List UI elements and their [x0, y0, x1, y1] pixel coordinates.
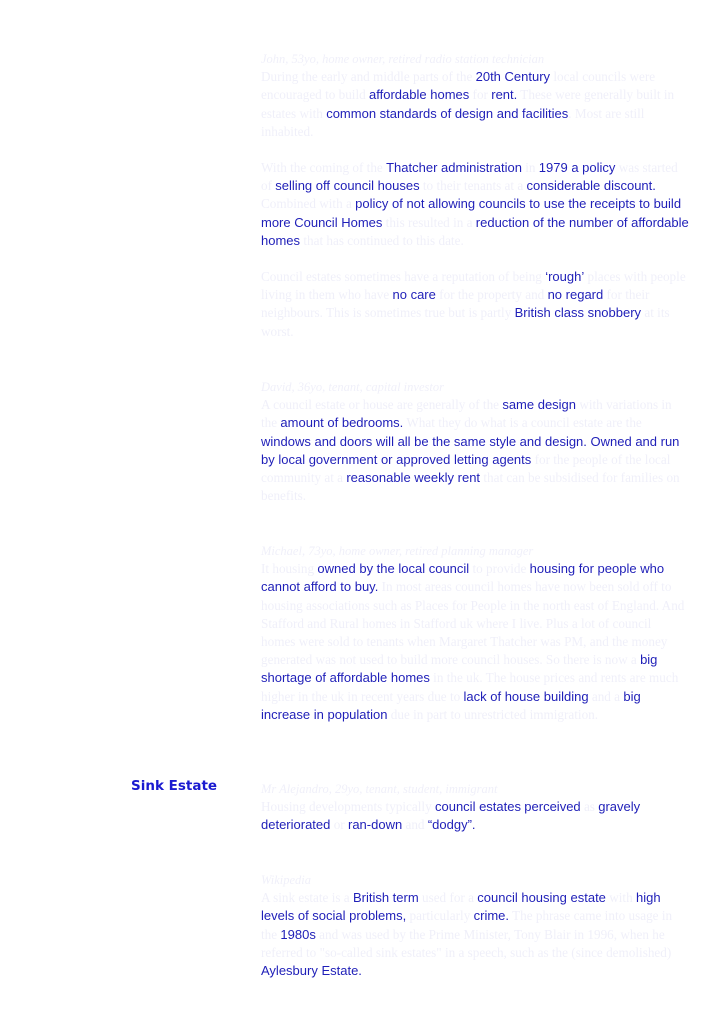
faded-text: During the early and middle parts of the	[261, 69, 476, 85]
faded-text: The phrase came into usage in the	[261, 908, 673, 942]
highlighted-phrase: perceived	[524, 799, 581, 815]
highlighted-phrase: no regard	[547, 287, 604, 303]
highlighted-phrase: same design	[502, 397, 577, 413]
faded-text: was started of	[261, 160, 678, 194]
faded-text: in	[521, 160, 539, 176]
faded-text: to provide	[469, 561, 530, 577]
quote-block	[261, 542, 689, 724]
highlighted-phrase: ‘rough’	[545, 269, 585, 285]
faded-text: . Most are still inhabited.	[261, 105, 645, 139]
faded-text: for	[469, 87, 492, 103]
highlighted-phrase: Aylesbury Estate.	[261, 963, 362, 979]
highlighted-phrase: amount of bedrooms.	[280, 415, 404, 431]
faded-text: What they do what is a council estate are the	[403, 415, 642, 431]
highlighted-phrase: considerable discount.	[526, 178, 656, 194]
faded-text: With the coming of the	[261, 160, 387, 176]
quote-paragraph	[261, 798, 689, 834]
faded-text: Housing developments typically	[261, 799, 435, 815]
faded-text: In most areas council homes have now been sold off to housing associations such as Places for People in the north east of England. And Stafford and Rural homes in Stafford uk where I live. Plus a lot of council homes were sold to tenants when Margaret Thatcher was PM, and the money generated was not used to build more council houses. So there is now a	[261, 579, 685, 668]
highlighted-phrase: ran-down	[347, 817, 403, 833]
faded-text: local councils were encouraged to build	[261, 69, 656, 103]
highlighted-phrase: big shortage of affordable homes	[261, 652, 658, 686]
faded-text: for their neighbours. This is sometimes true but is partly	[261, 287, 650, 321]
faded-text: this resulted in a	[382, 214, 476, 230]
faded-text: and was used by the Prime Minister, Tony Blair in 1996, when he referred to "so-called sink estates" in a speech, such as the (since demolished)	[261, 926, 672, 960]
highlighted-phrase: “dodgy”.	[427, 817, 476, 833]
faded-text: A sink estate is a	[261, 890, 353, 906]
highlighted-phrase: rent.	[491, 87, 518, 103]
highlighted-phrase: Thatcher administration	[386, 160, 522, 176]
highlighted-phrase: council estates	[434, 799, 521, 815]
faded-text: used for a	[418, 890, 478, 906]
highlighted-phrase: British class snobbery	[514, 305, 642, 321]
highlighted-phrase: lack of house building	[463, 688, 589, 704]
faded-text: places with people living in them who have	[261, 269, 686, 303]
highlighted-phrase: 1979 a policy	[538, 160, 616, 176]
quote-attribution: Wikipedia	[261, 873, 311, 887]
quote-attribution: Mr Alejandro, 29yo, tenant, student, immigrant	[261, 782, 498, 796]
faded-text: to their tenants at a	[419, 178, 527, 194]
highlighted-phrase: owned by the local council	[317, 561, 470, 577]
quote-block	[261, 780, 689, 835]
sidebar-title: Sink Estate	[131, 778, 218, 794]
highlighted-phrase: affordable homes	[369, 87, 470, 103]
faded-text: and	[402, 817, 428, 833]
faded-text: particularly	[406, 908, 474, 924]
quote-attribution: Michael, 73yo, home owner, retired planning manager	[261, 544, 534, 558]
faded-text: as	[580, 799, 599, 815]
faded-text: Combined with a	[261, 196, 356, 212]
quote-paragraph	[261, 889, 689, 980]
faded-text: at its worst.	[261, 305, 670, 339]
highlighted-phrase: windows and doors will all be the same style and design. Owned and run by local government or approved letting agents	[261, 433, 680, 467]
faded-text: or	[330, 817, 348, 833]
quote-paragraph	[261, 560, 689, 724]
quote-block	[261, 378, 689, 505]
faded-text: It housing	[261, 561, 318, 577]
faded-text: A council estate or house are generally of the	[261, 397, 503, 413]
quote-attribution: John, 53yo, home owner, retired radio station technician	[261, 52, 545, 66]
highlighted-phrase: high levels of social problems,	[261, 890, 661, 924]
faded-text: with	[605, 890, 636, 906]
faded-text: and a	[588, 688, 624, 704]
quote-attribution: David, 36yo, tenant, capital investor	[261, 380, 444, 394]
faded-text: for the people of the local community at a	[261, 451, 671, 486]
faded-text: Council estates sometimes have a reputation of being	[261, 269, 546, 285]
faded-text: with variations in the	[261, 397, 672, 431]
highlighted-phrase: gravely deteriorated	[261, 799, 641, 833]
quote-paragraph	[261, 396, 689, 505]
highlighted-phrase: no care	[392, 287, 436, 303]
faded-text: for the property and	[435, 287, 548, 303]
faded-text: in the uk. The house prices and rents are much higher in the uk in recent years due to	[261, 670, 679, 704]
highlighted-phrase: housing for people who cannot afford to buy.	[261, 561, 665, 595]
highlighted-phrase: reasonable weekly rent	[346, 470, 481, 486]
faded-text: that has continued to this date.	[300, 232, 464, 248]
quote-block	[261, 871, 689, 980]
highlighted-phrase: council housing estate	[477, 890, 606, 906]
quote-paragraph	[261, 68, 689, 141]
faded-text: that can be subsidised for families on benefits.	[261, 470, 680, 504]
highlighted-phrase: 20th Century	[475, 69, 551, 85]
faded-text: These were generally built in estates with	[261, 87, 675, 121]
faded-text: due in part to unrestricted immigration.	[387, 706, 599, 722]
highlighted-phrase: selling off council houses	[275, 178, 420, 194]
quote-block	[261, 50, 689, 341]
highlighted-phrase: reduction of the number of affordable homes	[261, 214, 689, 248]
highlighted-phrase: 1980s	[280, 926, 316, 942]
highlighted-phrase: British term	[352, 890, 419, 906]
highlighted-phrase: crime.	[473, 908, 509, 924]
quote-paragraph	[261, 268, 689, 341]
highlighted-phrase: common standards of design and facilities	[326, 105, 569, 121]
highlighted-phrase: policy of not allowing councils to use the receipts to build more Council Homes	[261, 196, 682, 230]
highlighted-phrase: big increase in population	[261, 688, 641, 722]
quote-paragraph	[261, 159, 689, 250]
